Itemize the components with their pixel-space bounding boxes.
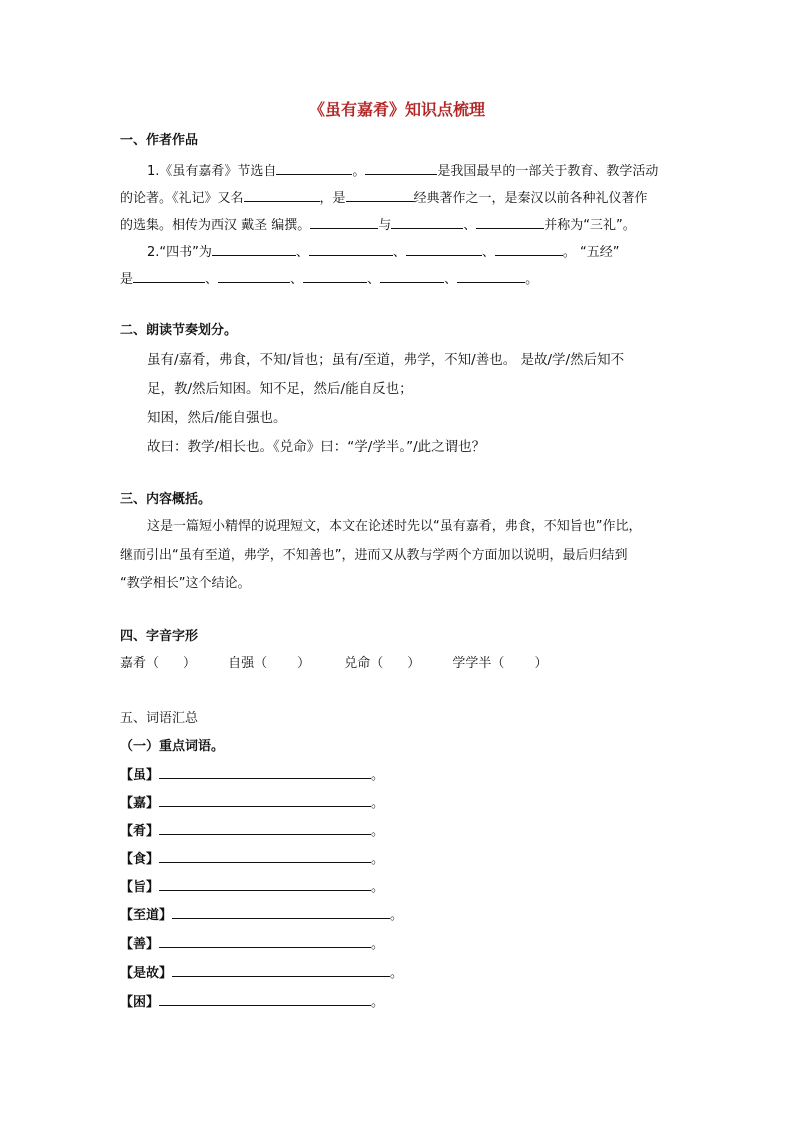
vocab-entry — [120, 991, 384, 1013]
fill-line[interactable] — [159, 848, 371, 863]
section-3-para-3: “教学相长”这个结论。 — [120, 576, 251, 591]
vocab-entry — [120, 962, 403, 984]
pronunciation-item — [120, 654, 224, 674]
end-mark: 。 — [371, 937, 385, 952]
close-paren: ） — [297, 656, 311, 671]
section-1-line-5 — [120, 268, 538, 288]
fill-blank[interactable] — [244, 187, 320, 202]
separator: 、 — [205, 272, 219, 287]
fill-blank[interactable] — [218, 268, 290, 283]
section-1-line-1 — [147, 160, 658, 180]
section-1-line-2 — [120, 187, 648, 207]
fill-blank[interactable] — [276, 160, 352, 175]
fill-blank[interactable] — [309, 241, 393, 256]
vocab-entry — [120, 820, 384, 842]
section-3-para-2: 继而引出“虽有至道，弗学，不知善也”，进而又从教与学两个方面加以说明，最后归结到 — [120, 548, 628, 563]
text: 是 — [120, 272, 134, 287]
fill-blank[interactable] — [365, 160, 437, 175]
text: 的选集。相传为西汉 戴圣 编撰。 — [120, 218, 311, 233]
text: 是我国最早的一部关于教育、教学活动 — [437, 164, 659, 179]
text: 与 — [378, 218, 392, 233]
separator: 、 — [295, 245, 309, 260]
section-2-para-3: 知困，然后/能自强也。 — [147, 410, 287, 426]
fill-blank[interactable] — [495, 241, 563, 256]
section-5-subheading: （一）重点词语。 — [120, 739, 225, 754]
end-mark: 。 — [390, 908, 404, 923]
end-mark: 。 — [371, 796, 385, 811]
fill-line[interactable] — [159, 792, 371, 807]
vocab-entry — [120, 933, 384, 955]
section-2-para-1: 虽有/嘉肴，弗食，不知/旨也；虽有/至道，弗学，不知/善也。 是故/学/然后知不 — [147, 352, 625, 368]
end-mark: 。 — [371, 768, 385, 783]
vocab-label: 【善】 — [120, 937, 160, 952]
section-1-line-4 — [147, 241, 620, 261]
fill-blank[interactable] — [457, 268, 525, 283]
text: 、 — [463, 218, 477, 233]
section-2-heading: 二、朗读节奏划分。 — [120, 323, 238, 338]
section-5-heading: 五、词语汇总 — [120, 711, 199, 726]
vocab-entry — [120, 848, 384, 870]
end-mark: 。 — [371, 880, 385, 895]
pronunciation-row — [120, 654, 547, 674]
fill-blank[interactable] — [380, 268, 444, 283]
pronunciation-item — [452, 654, 547, 674]
vocab-label: 【至道】 — [120, 908, 173, 923]
vocab-label: 【是故】 — [120, 966, 173, 981]
fill-blank[interactable] — [476, 214, 544, 229]
text: 经典著作之一，是秦汉以前各种礼仪著作 — [413, 191, 648, 206]
section-1-line-3 — [120, 214, 636, 234]
fill-blank[interactable] — [391, 214, 463, 229]
vocab-entry — [120, 876, 384, 898]
text: 。 — [525, 272, 539, 287]
section-2-para-4: 故曰：教学/相长也。《兑命》曰：“学/学半。”/此之谓也？ — [147, 439, 486, 455]
word: 兑命（ — [344, 656, 384, 671]
vocab-label: 【旨】 — [120, 880, 160, 895]
fill-blank[interactable] — [212, 241, 296, 256]
vocab-entry — [120, 792, 384, 814]
word: 自强（ — [228, 656, 268, 671]
end-mark: 。 — [371, 995, 385, 1010]
close-paren: ） — [183, 656, 197, 671]
text: 2.“四书”为 — [147, 245, 212, 260]
word: 嘉肴（ — [120, 656, 160, 671]
separator: 、 — [290, 272, 304, 287]
separator: 、 — [392, 245, 406, 260]
text: 。 “五经” — [562, 245, 620, 260]
fill-line[interactable] — [172, 904, 390, 919]
vocab-label: 【虽】 — [120, 768, 160, 783]
fill-blank[interactable] — [133, 268, 205, 283]
fill-line[interactable] — [159, 933, 371, 948]
close-paren: ） — [534, 656, 548, 671]
text: 并称为“三礼”。 — [544, 218, 636, 233]
end-mark: 。 — [371, 824, 385, 839]
vocab-label: 【困】 — [120, 995, 160, 1010]
text: 的论著。《礼记》又名 — [120, 191, 244, 206]
vocab-label: 【肴】 — [120, 824, 160, 839]
text: ，是 — [319, 191, 346, 206]
vocab-label: 【食】 — [120, 852, 160, 867]
section-1-heading: 一、作者作品 — [120, 133, 199, 148]
close-paren: ） — [407, 656, 421, 671]
fill-line[interactable] — [159, 764, 371, 779]
text: 1.《虽有嘉肴》节选自 — [147, 164, 277, 179]
section-3-heading: 三、内容概括。 — [120, 492, 212, 507]
page-title: 《虽有嘉肴》知识点梳理 — [308, 100, 485, 119]
section-4-heading: 四、字音字形 — [120, 629, 199, 644]
end-mark: 。 — [390, 966, 404, 981]
separator: 、 — [444, 272, 458, 287]
vocab-entry — [120, 904, 403, 926]
section-2-para-2: 足，教/然后知困。知不足，然后/能自反也； — [147, 381, 413, 397]
fill-line[interactable] — [159, 876, 371, 891]
vocab-label: 【嘉】 — [120, 796, 160, 811]
vocab-entry — [120, 764, 384, 786]
fill-blank[interactable] — [346, 187, 414, 202]
text: 。 — [352, 164, 366, 179]
pronunciation-item — [344, 654, 448, 674]
pronunciation-item — [228, 654, 340, 674]
fill-line[interactable] — [159, 820, 371, 835]
separator: 、 — [481, 245, 495, 260]
section-3-para-1: 这是一篇短小精悍的说理短文，本文在论述时先以“虽有嘉肴，弗食，不知旨也”作比， — [147, 519, 642, 534]
fill-blank[interactable] — [406, 241, 482, 256]
word: 学学半（ — [452, 656, 505, 671]
separator: 、 — [367, 272, 381, 287]
fill-line[interactable] — [172, 962, 390, 977]
fill-blank[interactable] — [310, 214, 378, 229]
end-mark: 。 — [371, 852, 385, 867]
fill-line[interactable] — [159, 991, 371, 1006]
fill-blank[interactable] — [303, 268, 367, 283]
